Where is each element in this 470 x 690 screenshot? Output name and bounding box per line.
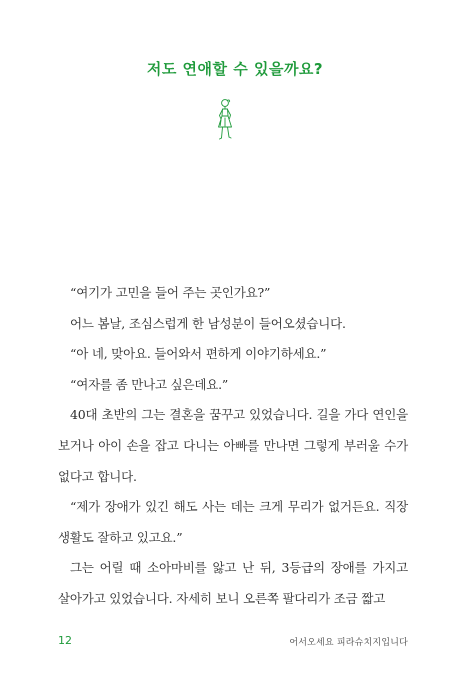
paragraph: 그는 어릴 때 소아마비를 앓고 난 뒤, 3등급의 장애를 가지고 살아가고 있었습니다. 자세히 보니 오른쪽 팔다리가 조금 짧고	[58, 560, 408, 606]
page-number: 12	[58, 634, 72, 647]
paragraph: “여기가 고민을 들어 주는 곳인가요?”	[70, 285, 271, 300]
paragraph: “제가 장애가 있긴 해도 사는 데는 크게 무리가 없거든요. 직장 생활도 잘하고 있고요.”	[58, 499, 408, 545]
running-footer-title: 어서오세요 피라슈치지입니다	[289, 638, 408, 648]
chapter-title: 저도 연애할 수 있을까요?	[146, 60, 324, 78]
body-text	[58, 278, 408, 615]
girl-figure-icon	[212, 96, 238, 146]
paragraph: 40대 초반의 그는 결혼을 꿈꾸고 있었습니다. 길을 가다 연인을 보거나 아이 손을 잡고 다니는 아빠를 만나면 그렇게 부러울 수가 없다고 합니다.	[58, 407, 408, 484]
paragraph: 어느 봄날, 조심스럽게 한 남성분이 들어오셨습니다.	[70, 315, 346, 331]
paragraph: “아 네, 맞아요. 들어와서 편하게 이야기하세요.”	[70, 346, 327, 362]
paragraph: “여자를 좀 만나고 싶은데요.”	[70, 376, 229, 392]
